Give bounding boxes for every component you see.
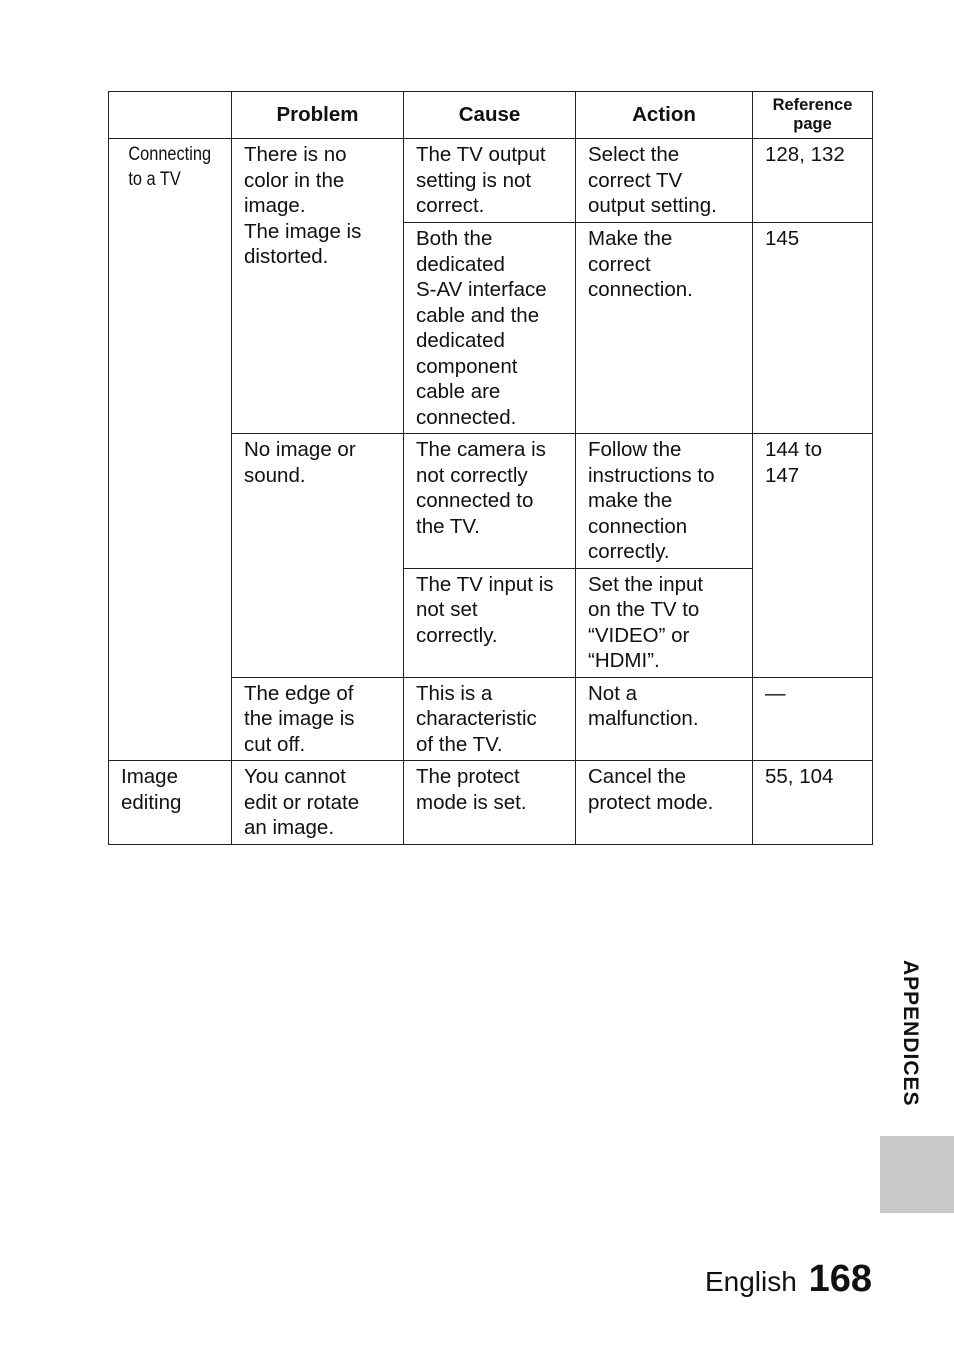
page-footer bbox=[705, 1258, 872, 1301]
problem-cell: There is no color in the image. The image is distorted. bbox=[232, 139, 404, 434]
action-cell: Cancel the protect mode. bbox=[576, 761, 753, 845]
action-cell: Make the correct connection. bbox=[576, 223, 753, 434]
cause-cell: This is a characteristic of the TV. bbox=[404, 677, 576, 761]
reference-cell: — bbox=[753, 677, 873, 761]
header-reference: Reference page bbox=[753, 92, 873, 139]
action-cell: Select the correct TV output setting. bbox=[576, 139, 753, 223]
reference-cell: 144 to 147 bbox=[753, 434, 873, 678]
section-label: APPENDICES bbox=[899, 960, 922, 1107]
problem-cell: The edge of the image is cut off. bbox=[232, 677, 404, 761]
cause-cell: The TV output setting is not correct. bbox=[404, 139, 576, 223]
cause-cell: The TV input is not set correctly. bbox=[404, 568, 576, 677]
table-row bbox=[109, 761, 873, 845]
header-cause: Cause bbox=[404, 92, 576, 139]
header-category bbox=[109, 92, 232, 139]
cause-cell: The camera is not correctly connected to the TV. bbox=[404, 434, 576, 569]
page-number: 168 bbox=[808, 1258, 872, 1300]
category-cell: Connecting to a TV bbox=[117, 139, 223, 761]
problem-cell: No image or sound. bbox=[232, 434, 404, 678]
troubleshooting-table bbox=[108, 91, 873, 845]
header-action: Action bbox=[576, 92, 753, 139]
cause-cell: The protect mode is set. bbox=[404, 761, 576, 845]
problem-cell: You cannot edit or rotate an image. bbox=[232, 761, 404, 845]
action-cell: Follow the instructions to make the connection correctly. bbox=[576, 434, 753, 569]
reference-cell: 145 bbox=[753, 223, 873, 434]
reference-cell: 128, 132 bbox=[753, 139, 873, 223]
action-cell: Set the input on the TV to “VIDEO” or “HDMI”. bbox=[576, 568, 753, 677]
reference-cell: 55, 104 bbox=[753, 761, 873, 845]
category-cell: Image editing bbox=[109, 761, 232, 845]
table-row bbox=[109, 139, 873, 223]
header-problem: Problem bbox=[232, 92, 404, 139]
footer-language: English bbox=[704, 1266, 797, 1297]
header-row bbox=[109, 92, 873, 139]
action-cell: Not a malfunction. bbox=[576, 677, 753, 761]
section-tab-marker bbox=[880, 1136, 954, 1213]
cause-cell: Both the dedicated S-AV interface cable and the dedicated component cable are connected. bbox=[404, 223, 576, 434]
